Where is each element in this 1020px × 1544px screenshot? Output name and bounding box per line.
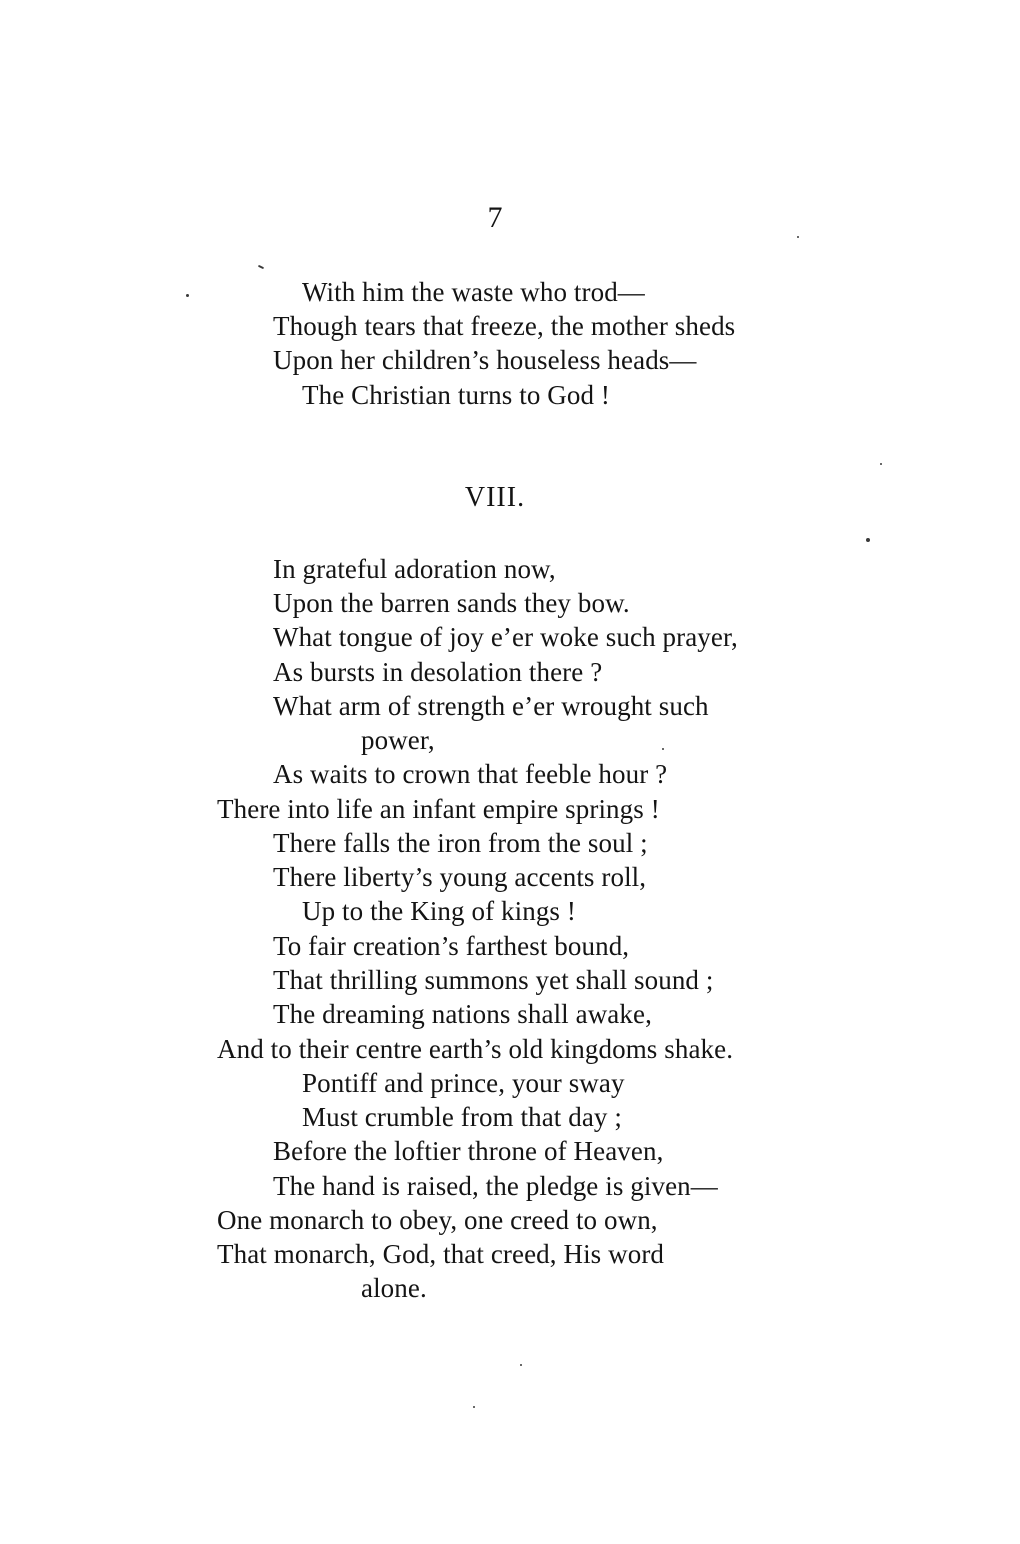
verse-line: The dreaming nations shall awake, (273, 999, 652, 1029)
page-number: 7 (487, 201, 503, 234)
verse-line: In grateful adoration now, (273, 554, 556, 584)
verse-line: What arm of strength e’er wrought such (273, 691, 709, 721)
verse-line: As waits to crown that feeble hour ? (273, 759, 668, 789)
verse-line: With him the waste who trod— (302, 277, 645, 307)
verse-line: Upon her children’s houseless heads— (273, 345, 697, 375)
verse-line: alone. (361, 1273, 427, 1303)
verse-line: The Christian turns to God ! (302, 380, 611, 410)
verse-line: Though tears that freeze, the mother sheds (273, 311, 736, 341)
scan-speck (797, 236, 799, 238)
verse-line: There into life an infant empire springs ! (217, 794, 660, 824)
verse-line: That thrilling summons yet shall sound ; (273, 965, 714, 995)
scan-speck (880, 463, 882, 465)
verse-line: There falls the iron from the soul ; (273, 828, 648, 858)
verse-line: Must crumble from that day ; (302, 1102, 622, 1132)
scan-speck (258, 265, 264, 269)
verse-line: One monarch to obey, one creed to own, (217, 1205, 658, 1235)
scan-speck (520, 1364, 522, 1366)
verse-line: power, (361, 725, 435, 755)
verse-line: As bursts in desolation there ? (273, 657, 603, 687)
verse-line: There liberty’s young accents roll, (273, 862, 647, 892)
verse-line: Up to the King of kings ! (302, 896, 576, 926)
verse-line: Upon the barren sands they bow. (273, 588, 630, 618)
scan-speck (186, 294, 189, 297)
scan-speck (662, 748, 664, 750)
verse-line: Before the loftier throne of Heaven, (273, 1136, 664, 1166)
section-heading: VIII. (464, 482, 526, 513)
verse-line: That monarch, God, that creed, His word (217, 1239, 665, 1269)
verse-line: To fair creation’s farthest bound, (273, 931, 630, 961)
verse-line: And to their centre earth’s old kingdoms shake. (217, 1034, 734, 1064)
verse-line: Pontiff and prince, your sway (302, 1068, 625, 1098)
scan-speck (473, 1406, 475, 1408)
scan-speck (866, 538, 870, 542)
verse-line: The hand is raised, the pledge is given— (273, 1171, 718, 1201)
verse-line: What tongue of joy e’er woke such prayer, (273, 622, 738, 652)
